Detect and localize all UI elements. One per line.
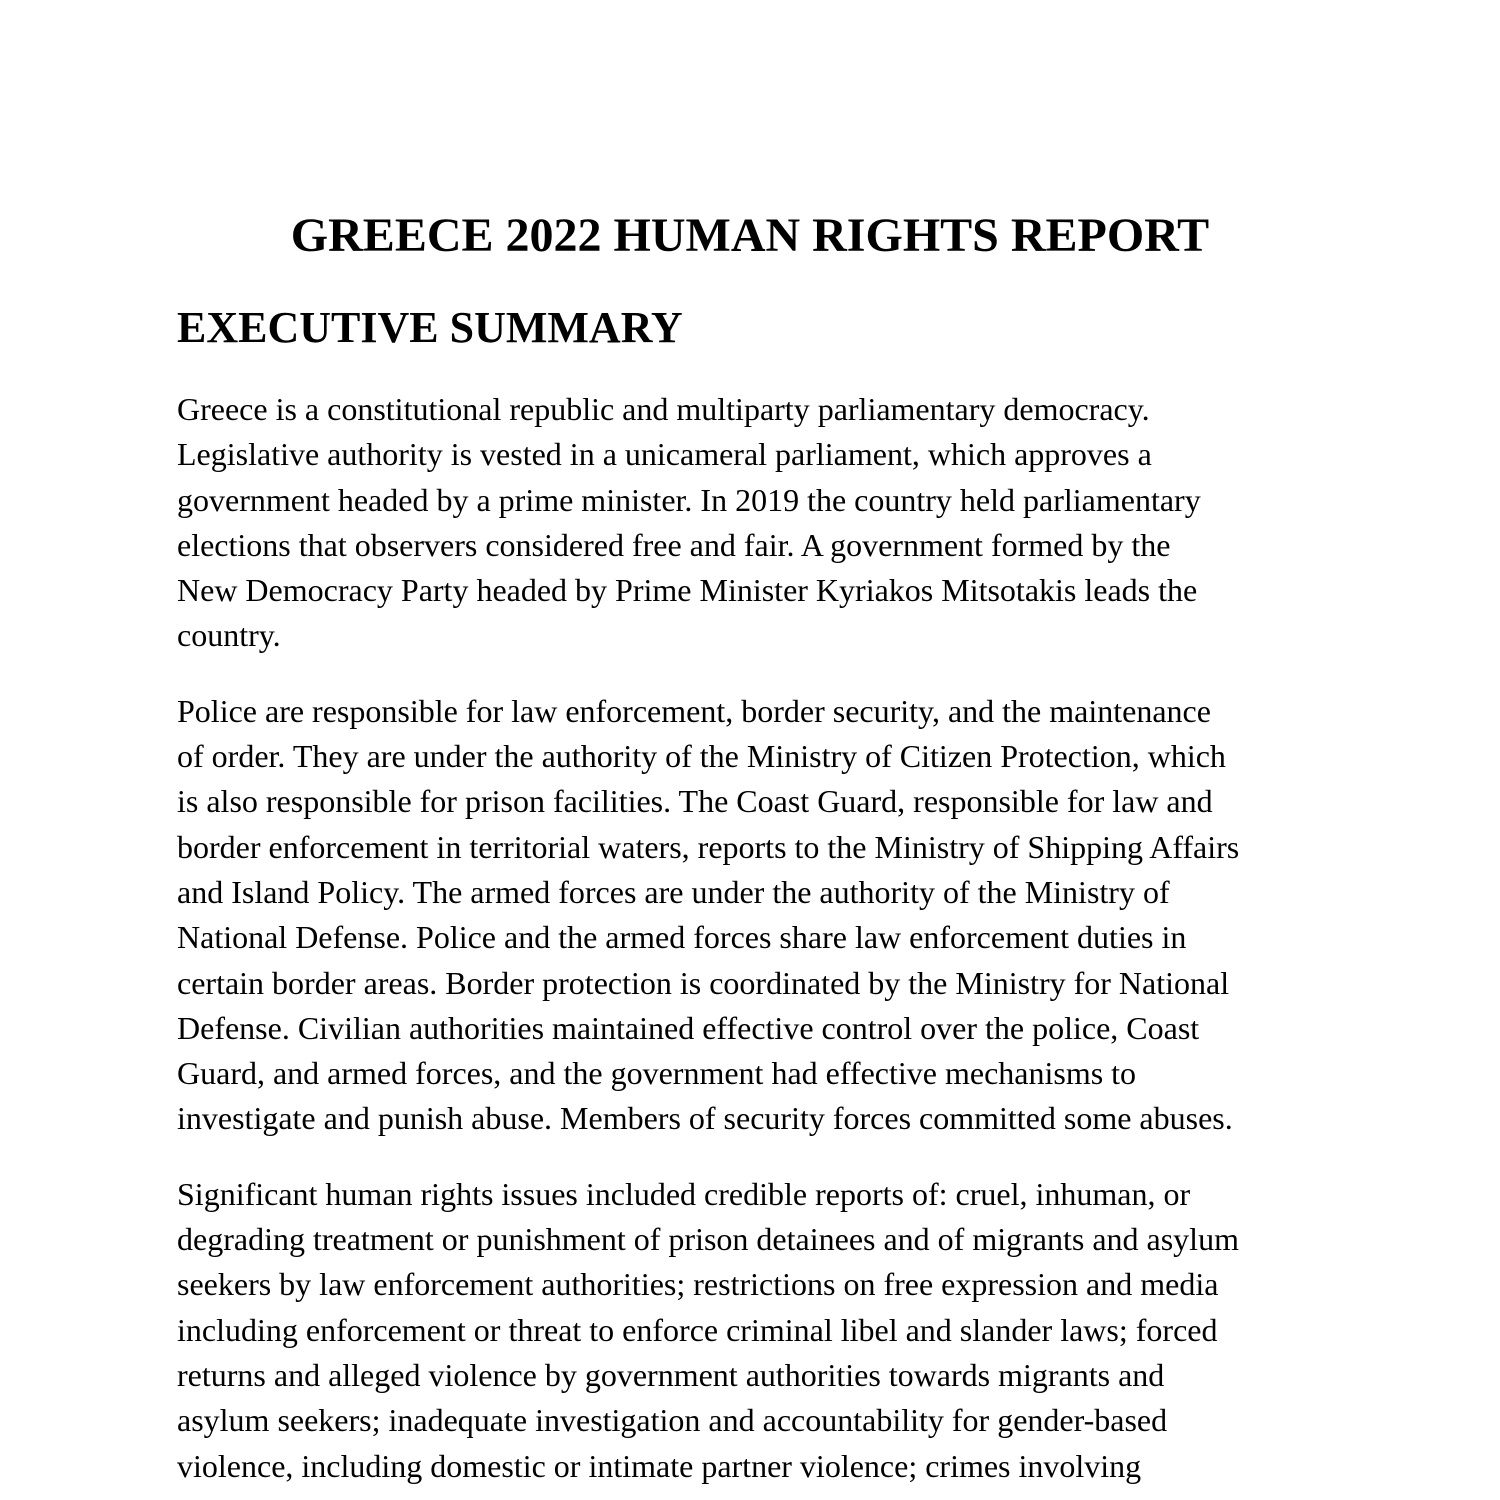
- text-line: seekers by law enforcement authorities; restrictions on free expression and media: [177, 1266, 1219, 1303]
- text-line: Guard, and armed forces, and the government had effective mechanisms to: [177, 1055, 1137, 1092]
- text-line: returns and alleged violence by government authorities towards migrants and: [177, 1356, 1165, 1393]
- text-line: Significant human rights issues included credible reports of: cruel, inhuman, or: [177, 1175, 1191, 1212]
- text-line: National Defense. Police and the armed forces share law enforcement duties in: [177, 919, 1187, 956]
- text-line: country.: [177, 617, 281, 654]
- text-line: and Island Policy. The armed forces are under the authority of the Ministry of: [177, 873, 1170, 910]
- text-line: border enforcement in territorial waters, reports to the Ministry of Shipping Affairs: [177, 828, 1240, 865]
- text-line: Legislative authority is vested in a unicameral parliament, which approves a: [177, 436, 1152, 473]
- text-line: government headed by a prime minister. In 2019 the country held parliamentary: [177, 481, 1201, 518]
- report-body: [177, 387, 1327, 1500]
- text-line: New Democracy Party headed by Prime Minister Kyriakos Mitsotakis leads the: [177, 572, 1198, 609]
- text-line: including enforcement or threat to enforce criminal libel and slander laws; forced: [177, 1311, 1218, 1348]
- paragraph-security-forces: [177, 689, 1327, 1142]
- text-line: Greece is a constitutional republic and multiparty parliamentary democracy.: [177, 391, 1150, 427]
- text-line: Defense. Civilian authorities maintained effective control over the police, Coast: [177, 1009, 1200, 1046]
- text-line: asylum seekers; inadequate investigation and accountability for gender-based: [177, 1402, 1168, 1439]
- text-line: certain border areas. Border protection is coordinated by the Ministry for National: [177, 964, 1230, 1001]
- paragraph-human-rights-issues: [177, 1172, 1327, 1489]
- executive-summary-heading: EXECUTIVE SUMMARY: [177, 303, 683, 352]
- report-title: GREECE 2022 HUMAN RIGHTS REPORT: [290, 209, 1210, 262]
- text-line: investigate and punish abuse. Members of security forces committed some abuses.: [177, 1100, 1233, 1137]
- text-line: is also responsible for prison facilities. The Coast Guard, responsible for law and: [177, 783, 1213, 820]
- paragraph-overview: [177, 387, 1327, 659]
- text-line: of order. They are under the authority of the Ministry of Citizen Protection, which: [177, 738, 1226, 775]
- text-line: violence, including domestic or intimate partner violence; crimes involving: [177, 1447, 1142, 1484]
- text-line: Police are responsible for law enforcement, border security, and the maintenance: [177, 692, 1211, 729]
- text-line: elections that observers considered free and fair. A government formed by the: [177, 526, 1171, 563]
- text-line: degrading treatment or punishment of prison detainees and of migrants and asylum: [177, 1221, 1239, 1258]
